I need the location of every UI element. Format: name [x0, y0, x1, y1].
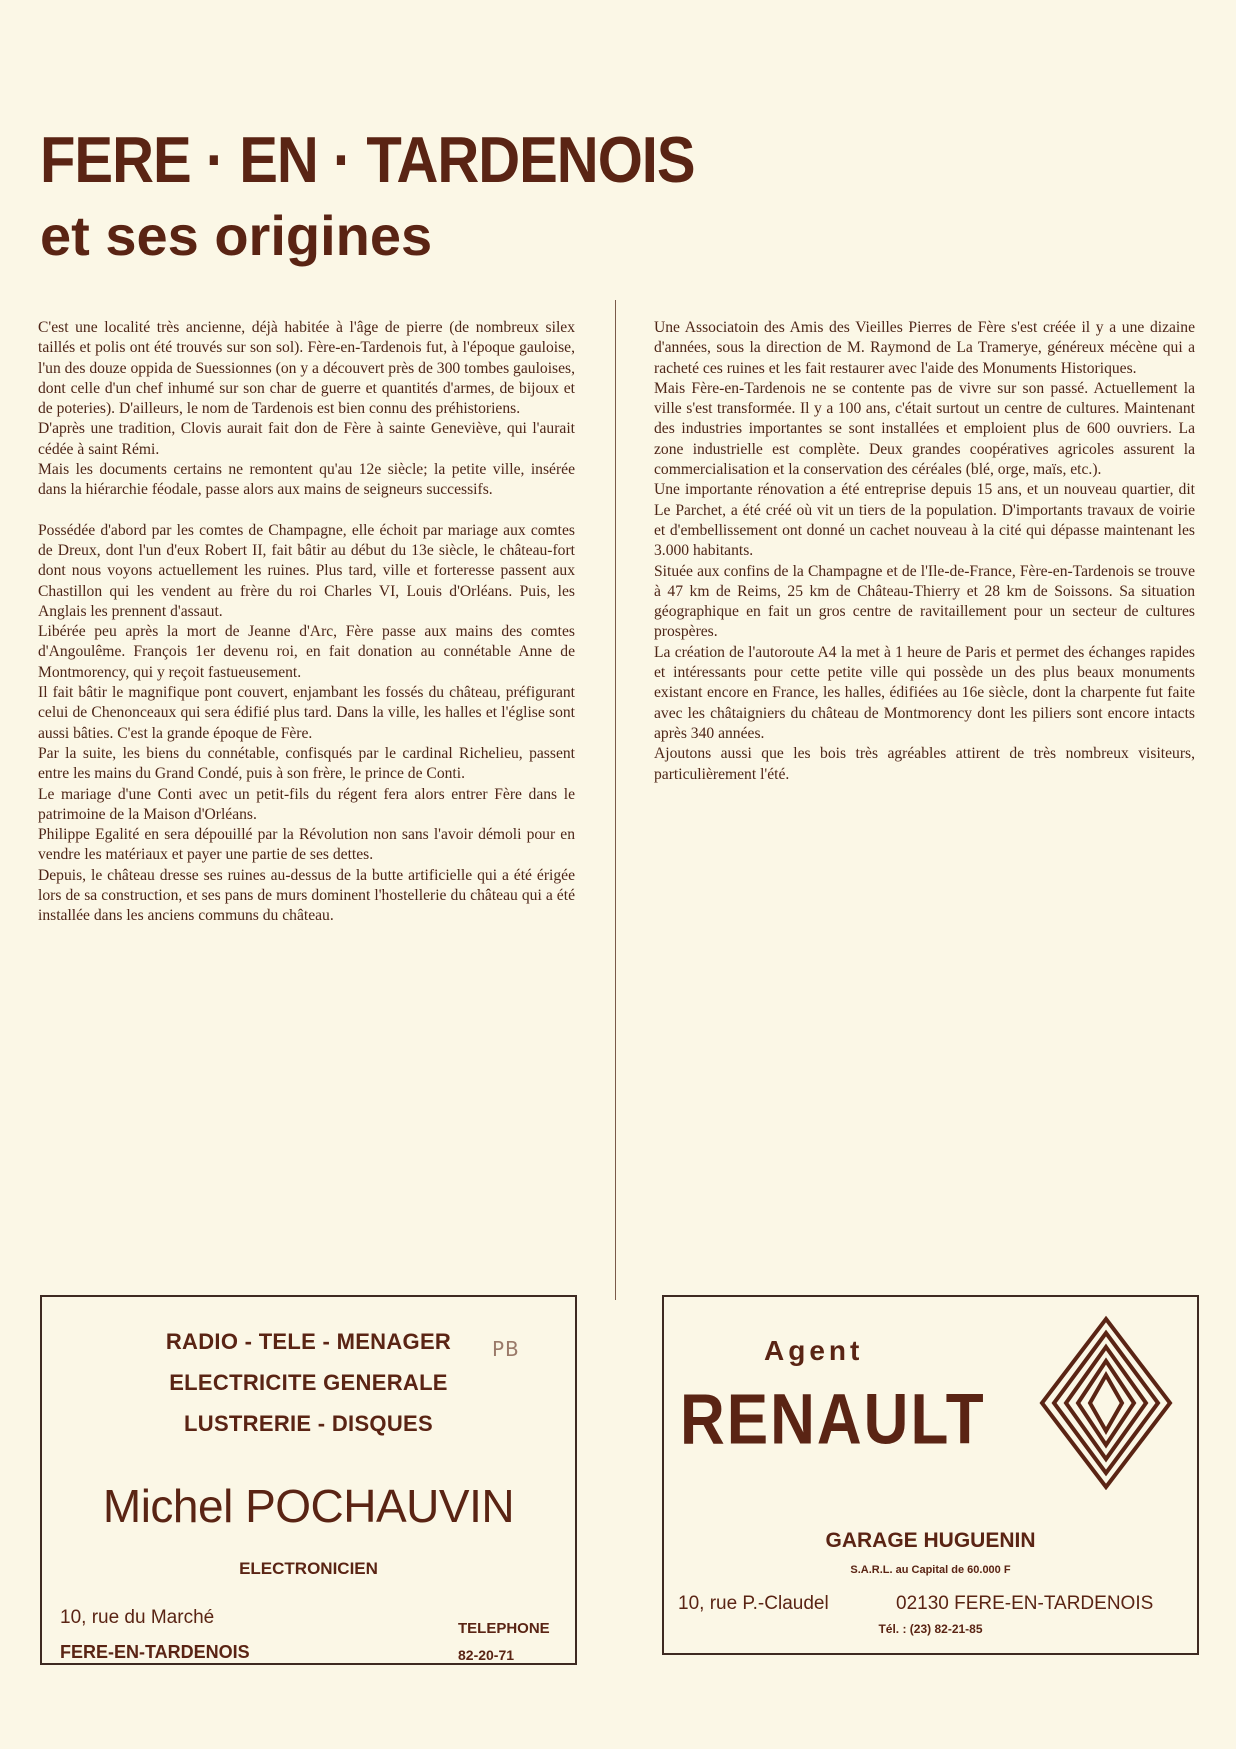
article-paragraph: Située aux confins de la Champagne et de l'Ile-de-France, Fère-en-Tardenois se trouve à 47 km de Reims, 25 km de Château-Thierry et 28 km de Soissons. Sa situation géographique en fait un gros centre de ravitaillement pour un secteur de cultures prospères.: [654, 562, 1195, 641]
ad-owner-name: Michel POCHAUVIN: [102, 1480, 515, 1532]
article-paragraph: Mais Fère-en-Tardenois ne se contente pas de vivre sur son passé. Actuellement la ville s'est transformée. Il y a 100 ans, c'était surtout un centre de cultures. Maintenant des industries importantes se sont installées et emploient plus de 600 ouvriers. La zone industrielle est complète. Deux grandes coopératives agricoles assurent la commercialisation et la conservation des céréales (blé, orge, maïs, etc.).: [654, 379, 1195, 479]
renault-diamond-icon: [1036, 1315, 1176, 1490]
ad-phone-number: 82-20-71: [458, 1647, 515, 1663]
ad-services-line-1: RADIO - TELE - MENAGER: [165, 1329, 452, 1354]
article-paragraph: C'est une localité très ancienne, déjà habitée à l'âge de pierre (de nombreux silex taillés et polis ont été trouvés sur son sol). Fère-en-Tardenois fut, à l'époque gauloise, l'un des douze oppida de Suessionnes (on y a découvert près de 300 tombes gauloises, dont celle d'un chef inhumé sur son char de guerre et quantités d'armes, de bijoux et de poteries). D'ailleurs, le nom de Tardenois est bien connu des préhistoriens.: [38, 319, 575, 418]
title-line-1: FERE · EN · TARDENOIS: [40, 123, 695, 197]
article-paragraph: Libérée peu après la mort de Jeanne d'Arc, Fère passe aux mains des comtes d'Angoulême. François 1er devenu roi, en fait donation au connétable Anne de Montmorency, qui y reçoit fastueusement.: [38, 623, 575, 681]
ad-address: 10, rue du Marché: [60, 1607, 215, 1628]
ad-profession: ELECTRONICIEN: [239, 1559, 378, 1578]
ad-postcode-city: 02130 FERE-EN-TARDENOIS: [896, 1593, 1154, 1614]
article-paragraph: D'après une tradition, Clovis aurait fait don de Fère à sainte Geneviève, qui l'aurait cédée à saint Rémi.: [38, 420, 575, 458]
page-title: [40, 123, 695, 267]
article-paragraph: Une importante rénovation a été entreprise depuis 15 ans, et un nouveau quartier, dit Le Parchet, a été créé où vit un tiers de la population. D'importants travaux de voirie et d'embellissement ont donné un cachet nouveau à la cité qui dépasse maintenant les 3.000 habitants.: [654, 481, 1195, 560]
ad-street: 10, rue P.-Claudel: [678, 1593, 829, 1614]
article-paragraph: La création de l'autoroute A4 la met à 1 heure de Paris et permet des échanges rapides et intéressants pour cette petite ville qui possède un des plus beaux monuments existant encore en France, les halles, édifiées au 16e siècle, dont la charpente fut faite avec les châtaigniers du château de Montmorency dont les piliers sont encore intacts après 340 années.: [654, 643, 1195, 742]
article-paragraph: Le mariage d'une Conti avec un petit-fils du régent fera alors entrer Fère dans le patrimoine de la Maison d'Orléans.: [38, 785, 575, 823]
ad-company-info: S.A.R.L. au Capital de 60.000 F: [850, 1564, 1011, 1576]
article-paragraph: Une Associatoin des Amis des Vieilles Pierres de Fère s'est créée il y a une dizaine d'années, sous la direction de M. Raymond de La Tramerye, généreux mécène qui a racheté ces ruines et les fait restaurer avec l'aide des Monuments Historiques.: [654, 319, 1195, 377]
article-left-column: [38, 318, 575, 927]
handwritten-note: PB: [492, 1337, 520, 1361]
article-paragraph: Possédée d'abord par les comtes de Champagne, elle échoit par mariage aux comtes de Dreux, dont l'un d'eux Robert II, fait bâtir au début du 13e siècle, le château-fort dont nous voyons actuellement les ruines. Plus tard, ville et forteresse passent aux Chastillon qui les vendent au frère du roi Charles VI, Louis d'Orléans. Puis, les Anglais les prennent d'assaut.: [38, 521, 575, 620]
article-paragraph: Depuis, le château dresse ses ruines au-dessus de la butte artificielle qui a été érigée lors de sa construction, et ses pans de murs dominent l'hostellerie du château qui a été installée dans les anciens communs du château.: [38, 866, 575, 925]
ad-services-line-3: LUSTRERIE - DISQUES: [184, 1411, 433, 1436]
ad-phone-label: TELEPHONE: [458, 1620, 550, 1637]
article-paragraph: Il fait bâtir le magnifique pont couvert, enjambant les fossés du château, préfigurant celui de Chenonceaux qui sera édifié plus tard. Dans la ville, les halles et l'église sont aussi bâties. C'est la grande époque de Fère.: [38, 684, 575, 742]
advertisement-renault: [662, 1295, 1199, 1655]
column-divider: [615, 300, 616, 1300]
article-paragraph: Ajoutons aussi que les bois très agréables attirent de très nombreux visiteurs, particulièrement l'été.: [654, 745, 1195, 783]
article-paragraph: Philippe Egalité en sera dépouillé par la Révolution non sans l'avoir démoli pour en vendre les matériaux et payer une partie de ses dettes.: [38, 826, 575, 864]
ad-agent-label: Agent: [764, 1335, 864, 1366]
ad-garage-name: GARAGE HUGUENIN: [825, 1529, 1036, 1552]
ad-services-line-2: ELECTRICITE GENERALE: [169, 1370, 448, 1395]
ad-town: FERE-EN-TARDENOIS: [60, 1642, 250, 1662]
article-paragraph: Mais les documents certains ne remontent qu'au 12e siècle; la petite ville, insérée dans la hiérarchie féodale, passe alors aux mains de seigneurs successifs.: [38, 461, 575, 499]
advertisement-pochauvin: [40, 1295, 577, 1665]
title-line-2: et ses origines: [40, 204, 433, 267]
article-paragraph: Par la suite, les biens du connétable, confisqués par le cardinal Richelieu, passent entre les mains du Grand Condé, puis à son frère, le prince de Conti.: [38, 744, 575, 783]
ad-phone: Tél. : (23) 82-21-85: [878, 1622, 983, 1636]
ad-brand-name: RENAULT: [680, 1380, 986, 1460]
article-right-column: [654, 318, 1195, 785]
